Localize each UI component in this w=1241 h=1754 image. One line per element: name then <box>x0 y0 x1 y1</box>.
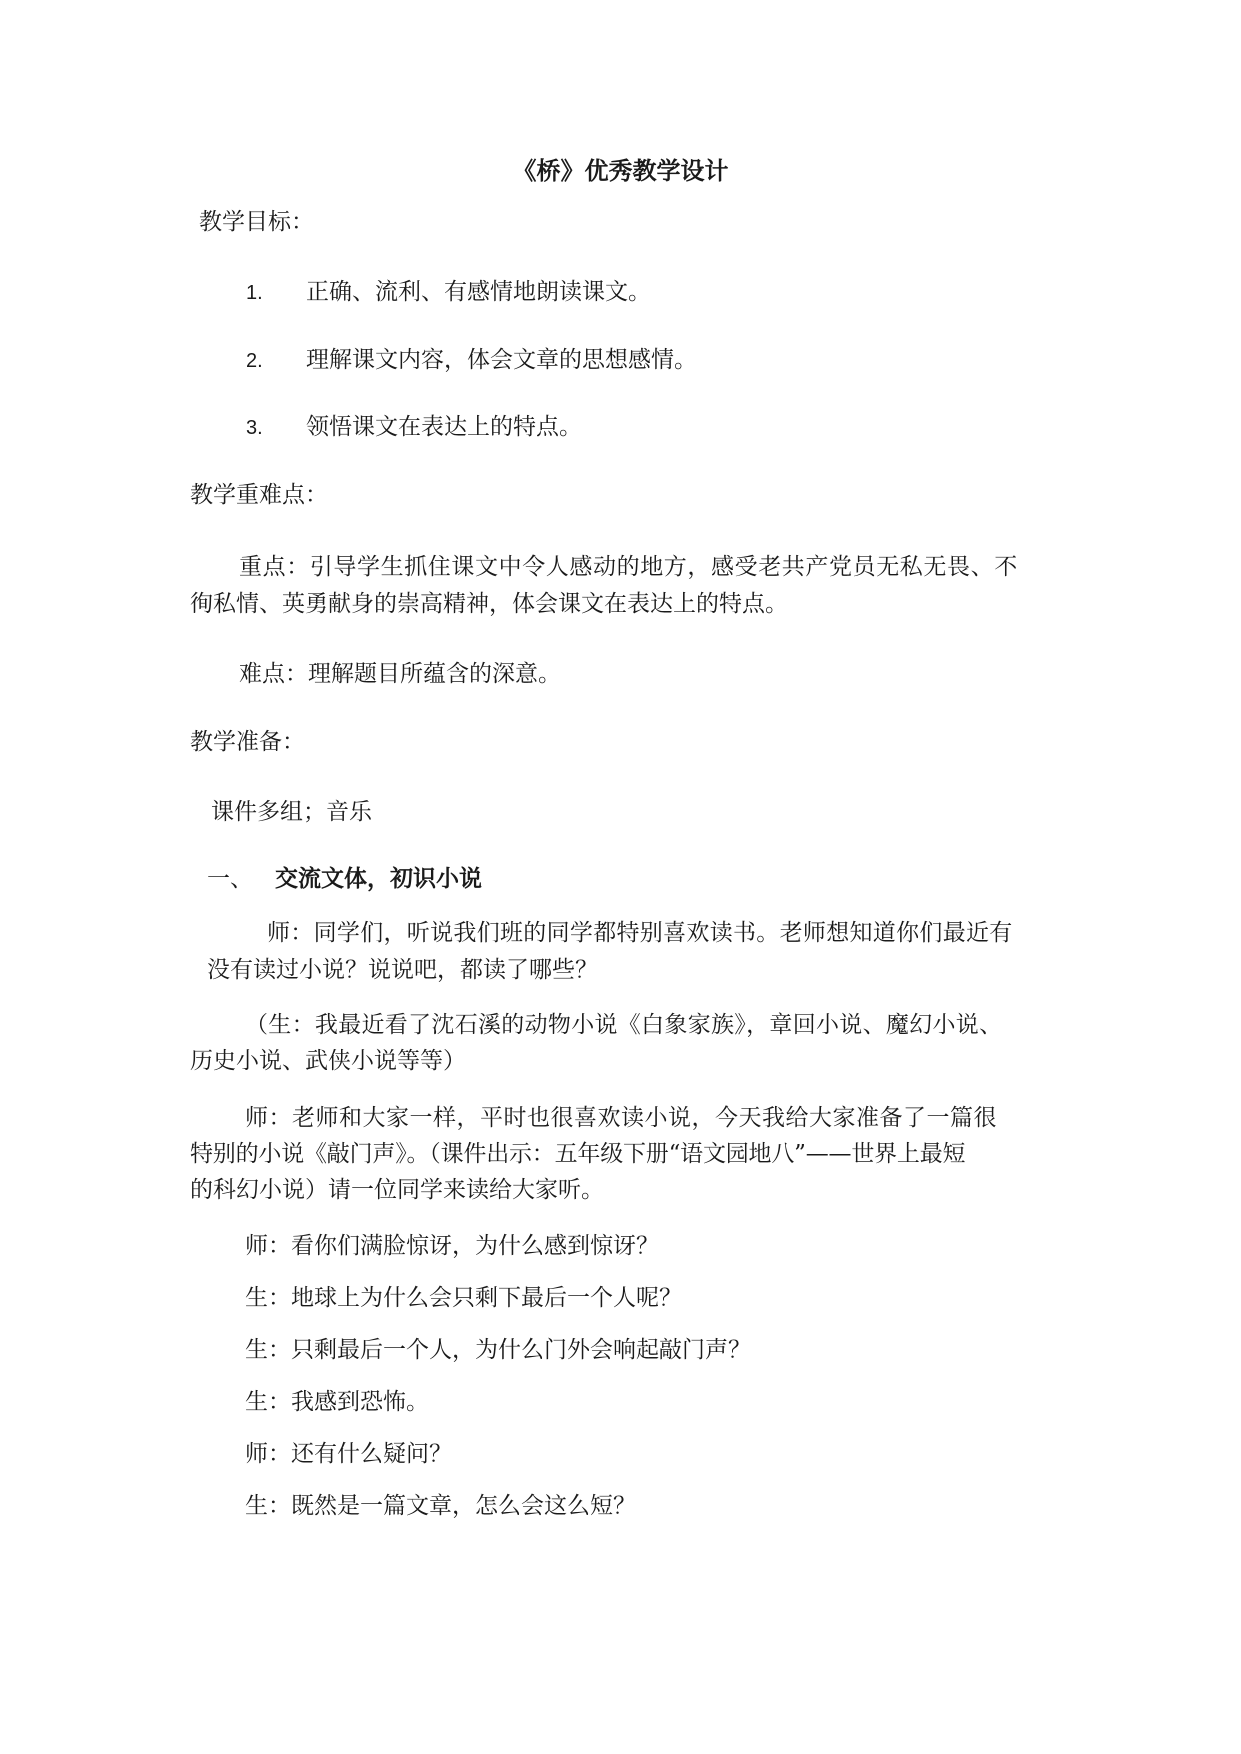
key-points-heading: 教学重难点： <box>190 482 328 508</box>
dialog-line: 生：既然是一篇文章，怎么会这么短？ <box>245 1493 636 1519</box>
section-number: 一、 <box>207 866 253 892</box>
objective-text: 领悟课文在表达上的特点。 <box>306 414 582 440</box>
objective-text: 理解课文内容，体会文章的思想感情。 <box>306 347 697 373</box>
dialog-line: 生：只剩最后一个人，为什么门外会响起敲门声？ <box>245 1337 751 1363</box>
paragraph-line: 师：同学们，听说我们班的同学都特别喜欢读书。老师想知道你们最近有 <box>267 920 1013 946</box>
focus-text-line1: 重点：引导学生抓住课文中令人感动的地方，感受老共产党员无私无畏、不 <box>239 554 1018 580</box>
paragraph-line: 的科幻小说）请一位同学来读给大家听。 <box>190 1177 604 1203</box>
paragraph-line: 历史小说、武侠小说等等） <box>190 1048 466 1074</box>
objective-item-2 <box>246 345 697 376</box>
dialog-line: 师：看你们满脸惊讶，为什么感到惊讶？ <box>245 1233 659 1259</box>
preparation-heading: 教学准备： <box>190 729 305 755</box>
preparation-content: 课件多组；音乐 <box>211 799 372 825</box>
objective-item-3 <box>246 412 582 443</box>
focus-text-line2: 徇私情、英勇献身的崇高精神，体会课文在表达上的特点。 <box>190 591 788 617</box>
dialog-line: 师：还有什么疑问？ <box>245 1441 452 1467</box>
paragraph-line: 特别的小说《敲门声》。（课件出示：五年级下册“语文园地八”——世界上最短 <box>190 1141 966 1167</box>
section-title: 交流文体，初识小说 <box>275 865 482 892</box>
objective-number: 3. <box>246 417 263 439</box>
paragraph-line: （生：我最近看了沈石溪的动物小说《白象家族》，章回小说、魔幻小说、 <box>245 1012 1003 1038</box>
objective-number: 1. <box>246 282 263 304</box>
objectives-heading: 教学目标： <box>199 209 314 235</box>
paragraph-line: 没有读过小说？说说吧，都读了哪些？ <box>207 957 598 983</box>
section-heading <box>207 864 482 894</box>
objective-number: 2. <box>246 350 263 372</box>
difficulty-text: 难点：理解题目所蕴含的深意。 <box>239 661 561 687</box>
dialog-line: 生：我感到恐怖。 <box>245 1389 429 1415</box>
paragraph-line: 师：老师和大家一样，平时也很喜欢读小说，今天我给大家准备了一篇很 <box>245 1105 997 1131</box>
objective-item-1 <box>246 277 651 308</box>
document-title: 《桥》优秀教学设计 <box>512 156 729 185</box>
objective-text: 正确、流利、有感情地朗读课文。 <box>306 279 651 305</box>
dialog-line: 生：地球上为什么会只剩下最后一个人呢？ <box>245 1285 682 1311</box>
